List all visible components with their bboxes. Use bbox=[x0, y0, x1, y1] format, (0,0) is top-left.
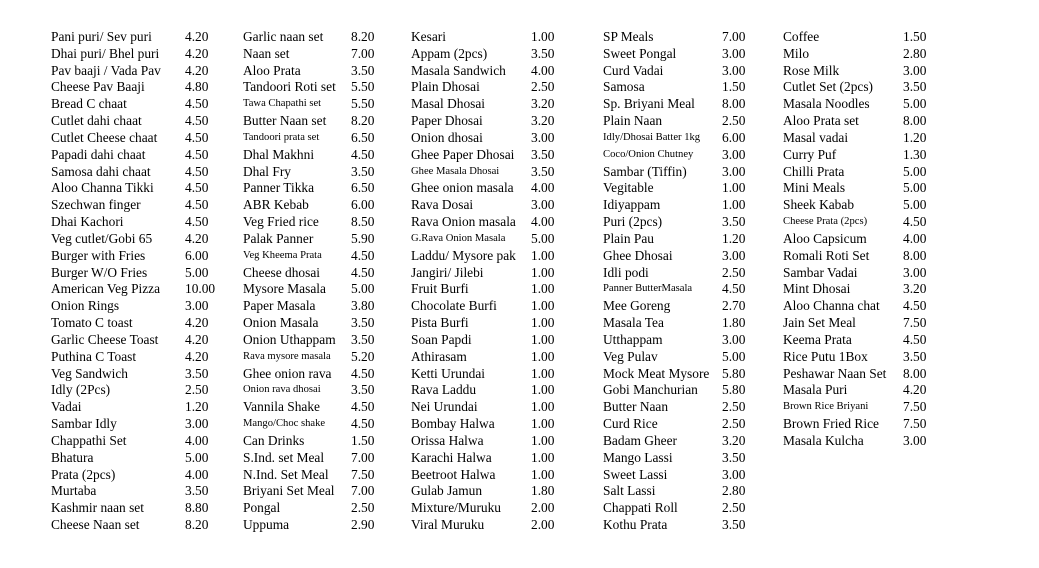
menu-item-price: 5.50 bbox=[351, 96, 375, 112]
menu-item-price: 1.00 bbox=[531, 399, 555, 415]
menu-item-name: Pongal bbox=[243, 500, 281, 516]
menu-item-price: 3.50 bbox=[531, 45, 555, 61]
menu-item-name: Beetroot Halwa bbox=[411, 466, 496, 482]
menu-item-name: Paper Dhosai bbox=[411, 113, 483, 129]
menu-item-name: Masal Dhosai bbox=[411, 96, 486, 112]
menu-item-name: Sambar (Tiffin) bbox=[603, 163, 687, 179]
menu-item-price: 3.20 bbox=[903, 281, 927, 297]
menu-item-price: 5.80 bbox=[722, 365, 746, 381]
menu-item-name: Kashmir naan set bbox=[51, 500, 144, 516]
menu-item-price: 3.50 bbox=[185, 365, 209, 381]
menu-item-name: Jain Set Meal bbox=[783, 315, 856, 331]
menu-item-price: 10.00 bbox=[185, 281, 216, 297]
menu-item-price: 4.50 bbox=[903, 331, 927, 347]
menu-item-price: 5.00 bbox=[903, 197, 927, 213]
menu-item-name: Ghee onion masala bbox=[411, 180, 514, 196]
menu-item-price: 7.50 bbox=[351, 466, 375, 482]
menu-item-name: Papadi dahi chaat bbox=[51, 146, 146, 162]
menu-item-name: Tawa Chapathi set bbox=[243, 98, 322, 110]
menu-item-name: Brown Rice Briyani bbox=[783, 401, 869, 413]
menu-item-name: Curry Puf bbox=[783, 146, 837, 162]
menu-item-name: Curd Rice bbox=[603, 416, 658, 432]
menu-item-name: Rose Milk bbox=[783, 62, 840, 78]
menu-item-name: Milo bbox=[783, 45, 810, 61]
menu-item-price: 5.00 bbox=[722, 348, 746, 364]
menu-item-price: 1.20 bbox=[722, 230, 746, 246]
menu-item-name: Peshawar Naan Set bbox=[783, 365, 887, 381]
menu-item-name: Can Drinks bbox=[243, 432, 305, 448]
menu-item-price: 1.00 bbox=[531, 29, 555, 44]
menu-item-price: 3.50 bbox=[531, 146, 555, 162]
menu-item-price: 1.30 bbox=[903, 146, 927, 162]
menu-item-name: Paper Masala bbox=[243, 298, 316, 314]
menu-item-price: 3.50 bbox=[531, 163, 555, 179]
menu-item-name: Veg Fried rice bbox=[243, 214, 319, 230]
menu-item-name: Coco/Onion Chutney bbox=[603, 148, 694, 160]
menu-item-name: Butter Naan bbox=[603, 399, 669, 415]
menu-item-name: Masala Kulcha bbox=[783, 432, 864, 448]
menu-item-price: 8.20 bbox=[351, 113, 375, 129]
menu-item-name: Masal vadai bbox=[783, 129, 849, 145]
menu-item-price: 4.50 bbox=[351, 146, 375, 162]
menu-item-price: 5.00 bbox=[185, 264, 209, 280]
menu-item-name: Mango/Choc shake bbox=[243, 418, 326, 430]
menu-item-name: Bread C chaat bbox=[51, 96, 127, 112]
menu-item-price: 3.50 bbox=[903, 348, 927, 364]
menu-item-price: 4.00 bbox=[903, 230, 927, 246]
menu-item-name: Idly/Dhosai Batter 1kg bbox=[603, 131, 701, 143]
menu-item-price: 1.80 bbox=[722, 315, 746, 331]
menu-item-price: 4.50 bbox=[351, 264, 375, 280]
menu-item-price: 7.50 bbox=[903, 315, 927, 331]
menu-item-price: 3.00 bbox=[722, 247, 746, 263]
menu-item-price: 1.00 bbox=[531, 281, 555, 297]
menu-item-price: 4.50 bbox=[722, 281, 746, 297]
menu-item-name: Pani puri/ Sev puri bbox=[51, 29, 152, 44]
menu-item-price: 1.00 bbox=[531, 432, 555, 448]
menu-item-price: 7.00 bbox=[351, 449, 375, 465]
menu-item-name: SP Meals bbox=[603, 29, 654, 44]
menu-item-name: Dhai Kachori bbox=[51, 214, 124, 230]
menu-item-price: 3.50 bbox=[903, 79, 927, 95]
menu-item-name: Tomato C toast bbox=[51, 315, 133, 331]
menu-item-name: Mini Meals bbox=[783, 180, 846, 196]
menu-item-price: 4.50 bbox=[351, 399, 375, 415]
menu-item-price: 2.50 bbox=[722, 264, 746, 280]
menu-item-price: 1.00 bbox=[722, 197, 746, 213]
menu-item-name: Onion Rings bbox=[51, 298, 120, 314]
menu-item-price: 3.50 bbox=[351, 382, 375, 398]
menu-item-name: Romali Roti Set bbox=[783, 247, 870, 263]
menu-item-price: 3.50 bbox=[722, 214, 746, 230]
menu-item-name: Mysore Masala bbox=[243, 281, 326, 297]
menu-item-name: Idly (2Pcs) bbox=[51, 382, 111, 398]
menu-item-name: Prata (2pcs) bbox=[51, 466, 116, 482]
menu-item-price: 3.00 bbox=[531, 129, 555, 145]
menu-item-name: Onion Uthappam bbox=[243, 331, 336, 347]
menu-item-price: 6.00 bbox=[185, 247, 209, 263]
menu-item-name: Onion dhosai bbox=[411, 129, 483, 145]
menu-item-price: 5.20 bbox=[351, 348, 375, 364]
menu-item-name: Vadai bbox=[51, 399, 82, 415]
menu-item-price: 2.00 bbox=[531, 517, 555, 533]
menu-item-price: 3.50 bbox=[722, 449, 746, 465]
menu-item-name: Ghee Paper Dhosai bbox=[411, 146, 515, 162]
menu-item-price: 5.00 bbox=[351, 281, 375, 297]
menu-item-name: Veg cutlet/Gobi 65 bbox=[51, 230, 153, 246]
menu-item-price: 5.50 bbox=[351, 79, 375, 95]
menu-item-price: 4.50 bbox=[351, 416, 375, 432]
menu-item-price: 3.50 bbox=[351, 163, 375, 179]
menu-item-price: 5.00 bbox=[185, 449, 209, 465]
menu-item-name: Kesari bbox=[411, 29, 446, 44]
menu-item-price: 6.00 bbox=[722, 129, 746, 145]
menu-item-price: 8.00 bbox=[903, 113, 927, 129]
menu-item-price: 7.50 bbox=[903, 416, 927, 432]
menu-item-name: Tandoori Roti set bbox=[243, 79, 336, 95]
menu-item-name: N.Ind. Set Meal bbox=[243, 466, 329, 482]
menu-item-name: Aloo Capsicum bbox=[783, 230, 867, 246]
menu-item-price: 4.50 bbox=[185, 163, 209, 179]
menu-item-name: Masala Tea bbox=[603, 315, 664, 331]
menu-item-price: 3.00 bbox=[531, 197, 555, 213]
menu-item-name: Idiyappam bbox=[603, 197, 661, 213]
menu-item-price: 1.50 bbox=[903, 29, 927, 44]
menu-item-name: Masala Sandwich bbox=[411, 62, 506, 78]
menu-item-name: Jangiri/ Jilebi bbox=[411, 264, 484, 280]
menu-item-price: 4.50 bbox=[185, 197, 209, 213]
menu-item-name: Burger with Fries bbox=[51, 247, 146, 263]
menu-item-name: Curd Vadai bbox=[603, 62, 664, 78]
menu-item-price: 4.50 bbox=[185, 96, 209, 112]
menu-item-price: 1.00 bbox=[531, 298, 555, 314]
menu-item-price: 4.80 bbox=[185, 79, 209, 95]
menu-item-name: Cutlet dahi chaat bbox=[51, 113, 142, 129]
menu-item-price: 4.20 bbox=[185, 230, 209, 246]
menu-item-price: 4.50 bbox=[351, 247, 375, 263]
menu-item-name: Dhal Makhni bbox=[243, 146, 315, 162]
menu-item-name: Rava Onion masala bbox=[411, 214, 516, 230]
menu-item-price: 3.00 bbox=[903, 264, 927, 280]
menu-item-price: 4.00 bbox=[531, 62, 555, 78]
menu-item-name: Sheek Kabab bbox=[783, 197, 855, 213]
menu-item-price: 1.00 bbox=[531, 449, 555, 465]
menu-item-name: Aloo Prata set bbox=[783, 113, 859, 129]
menu-item-price: 3.00 bbox=[903, 62, 927, 78]
menu-item-price: 1.00 bbox=[531, 466, 555, 482]
menu-item-price: 5.00 bbox=[903, 96, 927, 112]
menu-item-price: 1.00 bbox=[531, 382, 555, 398]
menu-item-name: Veg Sandwich bbox=[51, 365, 128, 381]
menu-item-name: Gulab Jamun bbox=[411, 483, 483, 499]
menu-item-price: 5.90 bbox=[351, 230, 375, 246]
menu-item-name: Aloo Channa Tikki bbox=[51, 180, 154, 196]
menu-item-name: Plain Pau bbox=[603, 230, 654, 246]
menu-item-price: 3.00 bbox=[903, 432, 927, 448]
menu-item-price: 1.00 bbox=[531, 247, 555, 263]
menu-item-price: 4.50 bbox=[185, 214, 209, 230]
menu-item-name: Dhai puri/ Bhel puri bbox=[51, 45, 160, 61]
menu-item-name: Viral Muruku bbox=[411, 517, 485, 533]
menu-item-name: Coffee bbox=[783, 29, 820, 44]
menu-item-price: 2.50 bbox=[722, 416, 746, 432]
menu-item-price: 1.00 bbox=[531, 331, 555, 347]
menu-item-name: Butter Naan set bbox=[243, 113, 327, 129]
menu-item-price: 4.50 bbox=[351, 365, 375, 381]
menu-item-price: 4.00 bbox=[185, 432, 209, 448]
menu-item-name: Veg Kheema Prata bbox=[243, 249, 322, 261]
menu-item-name: Cheese Naan set bbox=[51, 517, 140, 533]
menu-item-name: Cheese Prata (2pcs) bbox=[783, 216, 868, 228]
menu-item-name: Puri (2pcs) bbox=[603, 214, 663, 230]
menu-item-price: 5.00 bbox=[903, 180, 927, 196]
menu-item-name: Sweet Pongal bbox=[603, 45, 677, 61]
menu-item-name: Karachi Halwa bbox=[411, 449, 492, 465]
menu-item-price: 8.20 bbox=[351, 29, 375, 44]
menu-item-name: Sweet Lassi bbox=[603, 466, 668, 482]
menu-item-price: 4.50 bbox=[903, 298, 927, 314]
menu-item-price: 8.50 bbox=[351, 214, 375, 230]
menu-item-price: 4.50 bbox=[185, 180, 209, 196]
menu-item-price: 3.50 bbox=[722, 517, 746, 533]
menu-item-name: Cheese dhosai bbox=[243, 264, 320, 280]
menu-item-name: Pav baaji / Vada Pav bbox=[51, 62, 161, 78]
menu-item-price: 2.70 bbox=[722, 298, 746, 314]
menu-item-price: 4.20 bbox=[185, 45, 209, 61]
menu-item-name: Aloo Prata bbox=[243, 62, 301, 78]
menu-item-price: 4.00 bbox=[185, 466, 209, 482]
menu-item-name: Rice Putu 1Box bbox=[783, 348, 868, 364]
menu-item-price: 3.00 bbox=[722, 466, 746, 482]
menu-item-name: Mee Goreng bbox=[603, 298, 671, 314]
menu-item-price: 3.00 bbox=[722, 331, 746, 347]
menu-item-price: 5.00 bbox=[531, 230, 555, 246]
menu-item-name: Puthina C Toast bbox=[51, 348, 137, 364]
menu-item-price: 5.00 bbox=[903, 163, 927, 179]
menu-item-price: 4.50 bbox=[185, 146, 209, 162]
menu-item-price: 8.80 bbox=[185, 500, 209, 516]
menu-item-name: Palak Panner bbox=[243, 230, 314, 246]
menu-item-price: 3.50 bbox=[351, 62, 375, 78]
menu-item-name: Ghee Dhosai bbox=[603, 247, 673, 263]
menu-item-price: 4.00 bbox=[531, 214, 555, 230]
menu-item-name: Sp. Briyani Meal bbox=[603, 96, 695, 112]
menu-item-name: Plain Naan bbox=[603, 113, 663, 129]
menu-item-name: Mango Lassi bbox=[603, 449, 673, 465]
menu-item-name: Gobi Manchurian bbox=[603, 382, 698, 398]
menu-item-price: 2.00 bbox=[531, 500, 555, 516]
menu-item-price: 1.50 bbox=[351, 432, 375, 448]
menu-item-price: 6.50 bbox=[351, 180, 375, 196]
menu-item-name: Aloo Channa chat bbox=[783, 298, 880, 314]
menu-item-name: ABR Kebab bbox=[243, 197, 309, 213]
menu-item-price: 6.50 bbox=[351, 129, 375, 145]
menu-item-price: 1.80 bbox=[531, 483, 555, 499]
menu-item-price: 3.50 bbox=[185, 483, 209, 499]
menu-item-price: 4.20 bbox=[185, 29, 209, 44]
menu-item-name: Panner ButterMasala bbox=[603, 283, 693, 295]
menu-item-price: 1.00 bbox=[531, 264, 555, 280]
menu-item-name: Chilli Prata bbox=[783, 163, 845, 179]
menu-item-price: 8.00 bbox=[722, 96, 746, 112]
menu-item-price: 8.20 bbox=[185, 517, 209, 533]
menu-item-price: 4.00 bbox=[531, 180, 555, 196]
menu-item-name: Nei Urundai bbox=[411, 399, 478, 415]
menu-item-name: Laddu/ Mysore pak bbox=[411, 247, 516, 263]
menu-item-price: 8.00 bbox=[903, 365, 927, 381]
menu-item-price: 4.50 bbox=[903, 214, 927, 230]
menu-item-name: Rava mysore masala bbox=[243, 350, 331, 362]
menu-item-name: Idli podi bbox=[603, 264, 649, 280]
menu-item-name: Onion Masala bbox=[243, 315, 319, 331]
menu-item-price: 1.00 bbox=[531, 416, 555, 432]
menu-item-name: Ghee onion rava bbox=[243, 365, 332, 381]
menu-item-price: 4.20 bbox=[185, 348, 209, 364]
menu-item-price: 1.20 bbox=[903, 129, 927, 145]
menu-item-name: Brown Fried Rice bbox=[783, 416, 879, 432]
menu-item-price: 1.00 bbox=[531, 348, 555, 364]
menu-item-price: 4.20 bbox=[903, 382, 927, 398]
menu-item-name: American Veg Pizza bbox=[51, 281, 161, 297]
menu-item-price: 2.80 bbox=[722, 483, 746, 499]
menu-item-name: Badam Gheer bbox=[603, 432, 677, 448]
menu-item-name: Rava Laddu bbox=[411, 382, 477, 398]
menu-item-price: 8.00 bbox=[903, 247, 927, 263]
menu-item-price: 2.50 bbox=[722, 399, 746, 415]
menu-item-price: 2.90 bbox=[351, 517, 375, 533]
menu-item-price: 1.00 bbox=[531, 315, 555, 331]
menu-item-name: Panner Tikka bbox=[243, 180, 315, 196]
menu-item-name: Chocolate Burfi bbox=[411, 298, 497, 314]
menu-item-name: Veg Pulav bbox=[603, 348, 658, 364]
menu-item-name: Dhal Fry bbox=[243, 163, 291, 179]
menu-item-price: 7.00 bbox=[351, 45, 375, 61]
menu-item-name: Fruit Burfi bbox=[411, 281, 469, 297]
menu-item-name: Utthappam bbox=[603, 331, 663, 347]
menu-item-name: Kothu Prata bbox=[603, 517, 668, 533]
menu-item-name: Mock Meat Mysore bbox=[603, 365, 710, 381]
menu-item-name: Appam (2pcs) bbox=[411, 45, 488, 61]
menu-item-price: 7.50 bbox=[903, 399, 927, 415]
menu-item-price: 4.50 bbox=[185, 113, 209, 129]
menu-item-price: 3.80 bbox=[351, 298, 375, 314]
menu-item-price: 3.20 bbox=[722, 432, 746, 448]
menu-item-price: 3.20 bbox=[531, 113, 555, 129]
menu-item-price: 3.00 bbox=[722, 163, 746, 179]
menu-item-name: Cutlet Cheese chaat bbox=[51, 129, 158, 145]
menu-item-price: 7.00 bbox=[722, 29, 746, 44]
menu-item-price: 5.80 bbox=[722, 382, 746, 398]
menu-item-price: 4.20 bbox=[185, 315, 209, 331]
menu-item-price: 3.00 bbox=[722, 62, 746, 78]
menu-item-name: Vegitable bbox=[603, 180, 654, 196]
menu-item-name: Rava Dosai bbox=[411, 197, 474, 213]
menu-item-price: 4.50 bbox=[185, 129, 209, 145]
menu-item-price: 2.50 bbox=[531, 79, 555, 95]
menu-item-name: Briyani Set Meal bbox=[243, 483, 335, 499]
menu-item-price: 3.00 bbox=[722, 45, 746, 61]
menu-item-price: 1.20 bbox=[185, 399, 209, 415]
menu-item-name: Samosa bbox=[603, 79, 645, 95]
menu-item-price: 3.50 bbox=[351, 315, 375, 331]
menu-item-name: S.Ind. set Meal bbox=[243, 449, 325, 465]
menu-item-name: Masala Puri bbox=[783, 382, 848, 398]
menu-item-name: Cutlet Set (2pcs) bbox=[783, 79, 874, 95]
menu-item-name: Pista Burfi bbox=[411, 315, 469, 331]
menu-item-price: 1.00 bbox=[531, 365, 555, 381]
menu-item-name: Onion rava dhosai bbox=[243, 384, 321, 396]
menu-item-name: Uppuma bbox=[243, 517, 290, 533]
menu-item-name: Plain Dhosai bbox=[411, 79, 480, 95]
menu-item-name: Chappathi Set bbox=[51, 432, 127, 448]
menu-item-name: Soan Papdi bbox=[411, 331, 472, 347]
menu-item-name: Vannila Shake bbox=[243, 399, 320, 415]
menu-item-name: Masala Noodles bbox=[783, 96, 870, 112]
menu-item-name: Naan set bbox=[243, 45, 290, 61]
menu-item-price: 3.20 bbox=[531, 96, 555, 112]
menu-item-price: 2.80 bbox=[903, 45, 927, 61]
menu-item-name: Tandoori prata set bbox=[243, 131, 320, 143]
menu-item-name: Chappati Roll bbox=[603, 500, 678, 516]
menu-item-name: Ketti Urundai bbox=[411, 365, 486, 381]
menu-item-price: 3.50 bbox=[351, 331, 375, 347]
menu-item-price: 1.00 bbox=[722, 180, 746, 196]
menu-item-price: 7.00 bbox=[351, 483, 375, 499]
menu-item-name: Keema Prata bbox=[783, 331, 852, 347]
menu-item-price: 2.50 bbox=[722, 113, 746, 129]
menu-item-price: 3.00 bbox=[185, 416, 209, 432]
menu-item-name: Athirasam bbox=[411, 348, 467, 364]
menu-item-name: Ghee Masala Dhosai bbox=[411, 165, 500, 177]
menu-item-name: Sambar Vadai bbox=[783, 264, 858, 280]
menu-item-price: 2.50 bbox=[351, 500, 375, 516]
menu-item-name: Sambar Idly bbox=[51, 416, 117, 432]
menu-item-name: Orissa Halwa bbox=[411, 432, 484, 448]
menu-item-price: 4.20 bbox=[185, 331, 209, 347]
menu-item-name: Cheese Pav Baaji bbox=[51, 79, 145, 95]
menu-item-price: 1.50 bbox=[722, 79, 746, 95]
menu-item-name: Samosa dahi chaat bbox=[51, 163, 151, 179]
menu-item-name: Szechwan finger bbox=[51, 197, 141, 213]
menu-item-name: Bombay Halwa bbox=[411, 416, 495, 432]
menu-item-price: 2.50 bbox=[722, 500, 746, 516]
menu-item-price: 2.50 bbox=[185, 382, 209, 398]
menu-item-name: Mint Dhosai bbox=[783, 281, 851, 297]
menu-item-name: Burger W/O Fries bbox=[51, 264, 148, 280]
menu-item-name: G.Rava Onion Masala bbox=[411, 232, 506, 244]
menu-item-price: 3.00 bbox=[722, 146, 746, 162]
menu-item-name: Murtaba bbox=[51, 483, 97, 499]
menu-item-name: Salt Lassi bbox=[603, 483, 656, 499]
menu-item-name: Bhatura bbox=[51, 449, 94, 465]
menu-item-name: Garlic Cheese Toast bbox=[51, 331, 159, 347]
menu-item-price: 3.00 bbox=[185, 298, 209, 314]
menu-item-price: 4.20 bbox=[185, 62, 209, 78]
menu-item-name: Garlic naan set bbox=[243, 29, 324, 44]
menu-item-name: Mixture/Muruku bbox=[411, 500, 502, 516]
menu-item-price: 6.00 bbox=[351, 197, 375, 213]
